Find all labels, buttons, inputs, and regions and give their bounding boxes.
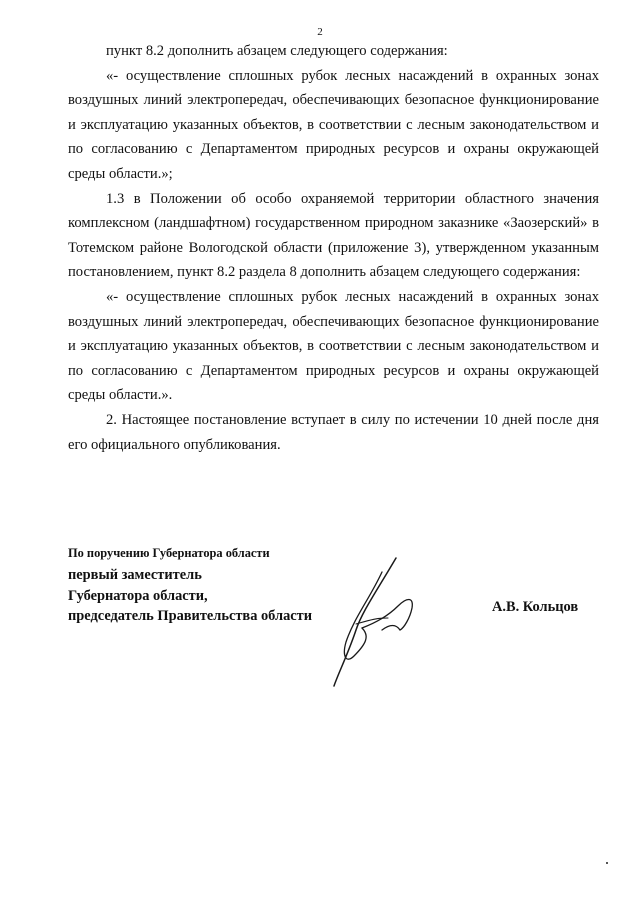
signatory-title-line: председатель Правительства области (68, 608, 313, 624)
signatory-title-line: первый заместитель (68, 567, 202, 583)
paragraph-quote-2: «- осуществление сплошных рубок лесных насаждений в охранных зонах воздушных линий электропередач, обеспечивающих безопасное функционирование и эксплуатацию указанных объектов, в соответствии с лесным законодательством и по согласованию с Департаментом природных ресурсов и охраны окружающей среды области.». (68, 288, 599, 404)
signatory-name: А.В. Кольцов (492, 599, 579, 615)
paragraph-item-2: 2. Настоящее постановление вступает в силу по истечении 10 дней после дня его официального опубликования. (68, 411, 599, 453)
on-behalf-line: По поручению Губернатора области (68, 546, 270, 560)
signatory-title-line: Губернатора области, (68, 587, 208, 604)
signatory-title (68, 565, 312, 627)
page-number: 2 (317, 26, 323, 38)
handwritten-signature (326, 552, 436, 690)
paragraph-quote-1: «- осуществление сплошных рубок лесных насаждений в охранных зонах воздушных линий электропередач, обеспечивающих безопасное функционирование и эксплуатацию указанных объектов, в соответствии с лесным законодательством и по согласованию с Департаментом природных ресурсов и охраны окружающей среды области.»; (68, 67, 599, 182)
scan-speck (606, 862, 608, 864)
paragraph-item-1-3: 1.3 в Положении об особо охраняемой территории областного значения комплексном (ландшафтном) государственном природном заказнике «Заозерский» в Тотемском районе Вологодской области (приложение 3), утвержденном указанным постановлением, пункт 8.2 раздела 8 дополнить абзацем следующего содержания: (68, 190, 599, 281)
document-body (68, 39, 599, 457)
paragraph-intro: пункт 8.2 дополнить абзацем следующего содержания: (106, 43, 448, 59)
